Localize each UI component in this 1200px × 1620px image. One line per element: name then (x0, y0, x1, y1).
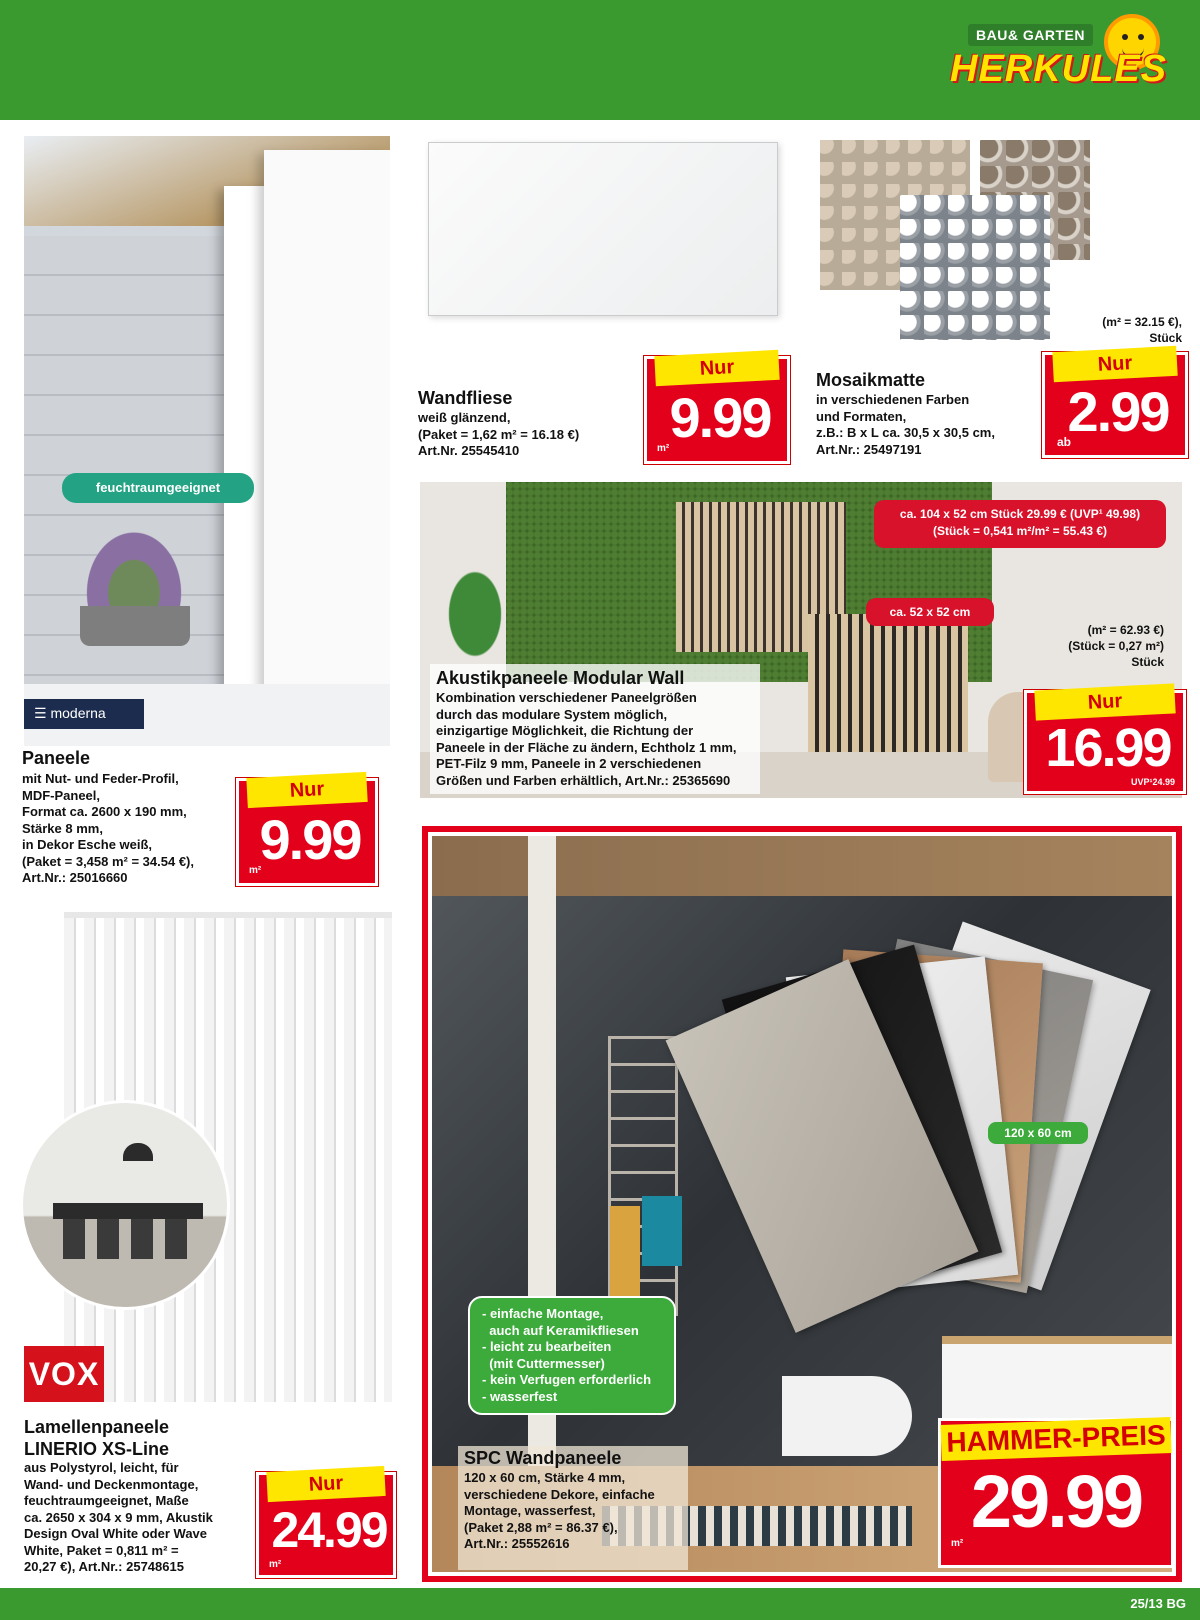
paneele-description: mit Nut- und Feder-Profil, MDF-Paneel, Format ca. 2600 x 190 mm, Stärke 8 mm, in Dekor Esche weiß, (Paket = 3,458 m² = 34.54 €), Art.Nr.: 25016660 (22, 771, 194, 885)
lamellen-price-badge (256, 1472, 396, 1578)
brand-name: moderna (50, 705, 106, 721)
price-unit: m² (249, 865, 262, 876)
wandfliese-description: weiß glänzend, (Paket = 1,62 m² = 16.18 €) Art.Nr. 25545410 (418, 410, 580, 458)
price-unit: m² (269, 1559, 282, 1570)
paneele-price: 9.99 (259, 808, 361, 871)
wandfliese-price-badge (644, 356, 790, 464)
price-flag: Nur (246, 772, 367, 808)
towel-teal (642, 1196, 682, 1266)
logo-subtitle: BAU& GARTEN (968, 24, 1093, 46)
herkules-logo[interactable] (950, 20, 1180, 110)
akustik-size-info-large: ca. 104 x 52 cm Stück 29.99 € (UVP¹ 49.98) (Stück = 0,541 m²/m² = 55.43 €) (874, 500, 1166, 548)
wandfliese-image (428, 142, 778, 316)
lamellen-title: Lamellenpaneele LINERIO XS-Line (24, 1417, 170, 1459)
price-flag: Nur (266, 1466, 385, 1502)
lamellen-description: aus Polystyrol, leicht, für Wand- und Deckenmontage, feuchtraumgeeignet, Maße ca. 2650 x 304 x 9 mm, Akustik Design Oval White oder Wave White, Paket = 0,811 m² = 20,27 €), Art.Nr.: 25748615 (24, 1460, 213, 1574)
footer-bar (0, 1588, 1200, 1620)
akustik-description: Kombination verschiedener Paneelgrößen durch das modulare System möglich, einzigartige Möglichkeit, die Richtung der Paneele in der Fläche zu ändern, Echtholz 1 mm, PET-Filz 9 mm, Paneele in 2 verschiedenen Größen und Farben erhältlich, Art.Nr.: 25365690 (436, 690, 737, 788)
lamellen-room-circle (20, 1100, 230, 1310)
akustik-price: 16.99 (1045, 718, 1171, 778)
price-unit: m² (657, 443, 670, 454)
lamellen-price: 24.99 (271, 1502, 387, 1558)
mosaikmatte-unit-note: (m² = 32.15 €), Stück (1102, 315, 1182, 345)
hammer-preis-label: HAMMER-PREIS (940, 1417, 1171, 1461)
page-number: 25/13 BG (1130, 1596, 1186, 1611)
paneele-image (24, 136, 390, 746)
dining-chairs (63, 1219, 193, 1259)
akustik-title: Akustikpaneele Modular Wall (436, 668, 685, 688)
spc-size-tag: 120 x 60 cm (988, 1122, 1088, 1144)
akustik-size-info-small: ca. 52 x 52 cm (866, 598, 994, 626)
spc-feature-list: - einfache Montage, auch auf Keramikfliesen - leicht zu bearbeiten (mit Cuttermesser) - kein Verfugen erforderlich - wasserfest (468, 1296, 676, 1415)
dining-table (53, 1203, 203, 1219)
feuchtraum-badge: feuchtraumgeeignet (62, 473, 254, 503)
toilet (782, 1376, 912, 1456)
plant-pot (80, 606, 190, 646)
pendant-lamp (123, 1143, 153, 1161)
akustik-unit-note: (m² = 62.93 €) (Stück = 0,27 m²) Stück (1068, 623, 1164, 669)
price-flag: Nur (654, 350, 779, 386)
price-flag: Nur (1052, 346, 1177, 382)
spc-hammer-price-badge (938, 1418, 1174, 1568)
akustik-price-badge (1024, 690, 1186, 794)
wandfliese-price: 9.99 (669, 386, 771, 449)
spc-price: 29.99 (970, 1460, 1142, 1543)
mosaikmatte-image (820, 140, 1090, 340)
price-flag: Nur (1034, 683, 1175, 720)
moderna-brand-logo (24, 699, 144, 729)
mosaikmatte-description: in verschiedenen Farben und Formaten, z.B.: B x L ca. 30,5 x 30,5 cm, Art.Nr.: 25497191 (816, 392, 995, 457)
vox-brand-logo: VOX (24, 1346, 104, 1402)
mosaikmatte-price-badge (1042, 352, 1188, 458)
mosaikmatte-title: Mosaikmatte (816, 370, 926, 390)
header-bar (0, 0, 1200, 120)
palm-plant (430, 542, 520, 662)
price-from-label: ab (1057, 435, 1072, 449)
mosaikmatte-price: 2.99 (1067, 380, 1169, 443)
spc-title: SPC Wandpaneele (464, 1448, 622, 1468)
price-unit: m² (951, 1538, 964, 1549)
menu-icon: ☰ (34, 705, 51, 721)
paneele-price-badge (236, 778, 378, 886)
wandfliese-title: Wandfliese (418, 388, 513, 408)
logo-wordmark: HERKULES (950, 48, 1168, 90)
paneele-title: Paneele (22, 748, 91, 768)
akustik-uvp: UVP¹24.99 (1130, 777, 1175, 787)
spc-description: 120 x 60 cm, Stärke 4 mm, verschiedene Dekore, einfache Montage, wasserfest, (Paket 2,88 m² = 86.37 €), Art.Nr.: 25552616 (464, 1470, 655, 1551)
